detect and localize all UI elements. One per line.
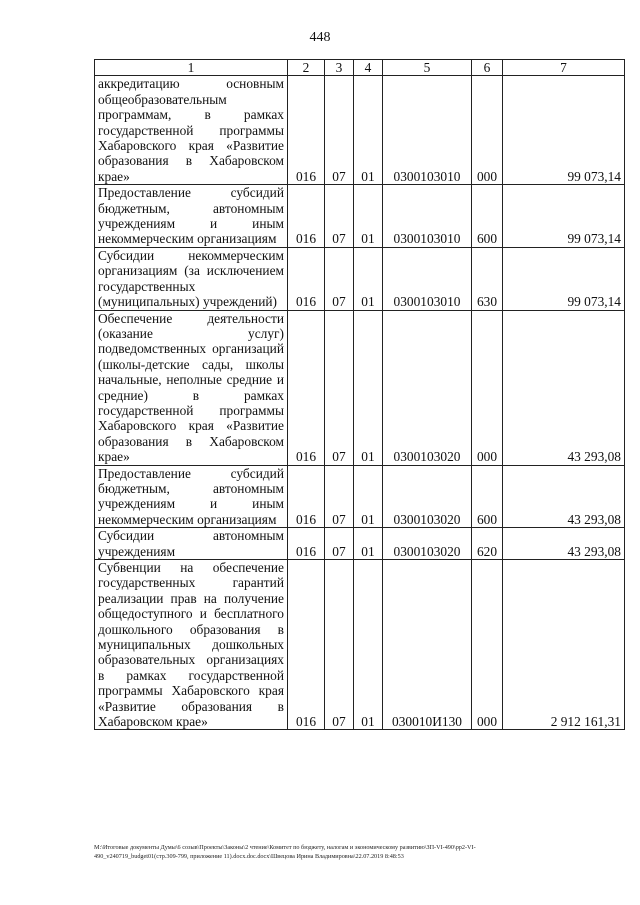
section-code: 07: [325, 185, 354, 248]
subsection-code: 01: [354, 310, 383, 465]
table-row: [95, 465, 625, 528]
section-code: 07: [325, 465, 354, 528]
expense-type-code: 600: [472, 465, 503, 528]
section-code: 07: [325, 247, 354, 310]
budget-table: [94, 59, 625, 730]
target-article-code: 0300103020: [383, 465, 472, 528]
table-row: [95, 528, 625, 560]
subsection-code: 01: [354, 560, 383, 730]
column-header: 5: [383, 60, 472, 76]
section-code: 07: [325, 560, 354, 730]
ministry-code: 016: [288, 76, 325, 185]
expense-type-code: 600: [472, 185, 503, 248]
table-row: [95, 185, 625, 248]
row-name: аккредитацию основным общеобразовательным программам, в рамках государственной программы Хабаровского края «Развитие образования в Хабаровском крае»: [95, 76, 288, 185]
table-row: [95, 560, 625, 730]
expense-type-code: 620: [472, 528, 503, 560]
expense-type-code: 630: [472, 247, 503, 310]
file-path-line: 490_v240719_budget01(стр.309-799, приложение 11).docx.doc.docx\Швецова Ирина Владимировна\22.07.2019 8:48:53: [94, 853, 404, 860]
row-name: Субвенции на обеспечение государственных гарантий реализации прав на получение общедоступного и бесплатного дошкольного образования в муниципальных дошкольных образовательных организациях в рамках государственной программы Хабаровского края «Развитие образования в Хабаровском крае»: [95, 560, 288, 730]
file-path-line: М:\Итоговые документы Думы\6 созыв\Проекты\Законы\2 чтение\Комитет по бюджету, налогам и экономическому развитию\ЗП-VI-490\рр2-VI-: [94, 844, 476, 851]
ministry-code: 016: [288, 465, 325, 528]
amount: 43 293,08: [503, 528, 625, 560]
row-name: Субсидии автономным учреждениям: [95, 528, 288, 560]
expense-type-code: 000: [472, 560, 503, 730]
subsection-code: 01: [354, 76, 383, 185]
table-row: [95, 76, 625, 185]
expense-type-code: 000: [472, 76, 503, 185]
amount: 99 073,14: [503, 247, 625, 310]
row-name: Предоставление субсидий бюджетным, автономным учреждениям и иным некоммерческим организациям: [95, 185, 288, 248]
table-header-row: [95, 60, 625, 76]
subsection-code: 01: [354, 465, 383, 528]
amount: 43 293,08: [503, 310, 625, 465]
subsection-code: 01: [354, 185, 383, 248]
target-article-code: 0300103010: [383, 185, 472, 248]
row-name: Субсидии некоммерческим организациям (за исключением государственных (муниципальных) учреждений): [95, 247, 288, 310]
section-code: 07: [325, 528, 354, 560]
scan-header-artifact: [275, 0, 605, 3]
subsection-code: 01: [354, 528, 383, 560]
amount: 99 073,14: [503, 76, 625, 185]
column-header: 2: [288, 60, 325, 76]
row-name: Обеспечение деятельности (оказание услуг) подведомственных организаций (школы-детские сады, школы начальные, неполные средние и средние) в рамках государственной программы Хабаровского края «Развитие образования в Хабаровском крае»: [95, 310, 288, 465]
section-code: 07: [325, 76, 354, 185]
section-code: 07: [325, 310, 354, 465]
amount: 2 912 161,31: [503, 560, 625, 730]
table-row: [95, 247, 625, 310]
ministry-code: 016: [288, 185, 325, 248]
document-footer: [94, 843, 634, 861]
ministry-code: 016: [288, 247, 325, 310]
target-article-code: 0300103010: [383, 76, 472, 185]
row-name: Предоставление субсидий бюджетным, автономным учреждениям и иным некоммерческим организациям: [95, 465, 288, 528]
ministry-code: 016: [288, 528, 325, 560]
target-article-code: 0300103010: [383, 247, 472, 310]
column-header: 6: [472, 60, 503, 76]
column-header: 1: [95, 60, 288, 76]
table-row: [95, 310, 625, 465]
amount: 99 073,14: [503, 185, 625, 248]
page-number: 448: [309, 30, 331, 45]
amount: 43 293,08: [503, 465, 625, 528]
column-header: 3: [325, 60, 354, 76]
ministry-code: 016: [288, 560, 325, 730]
target-article-code: 0300103020: [383, 310, 472, 465]
ministry-code: 016: [288, 310, 325, 465]
column-header: 7: [503, 60, 625, 76]
expense-type-code: 000: [472, 310, 503, 465]
target-article-code: 0300103020: [383, 528, 472, 560]
target-article-code: 030010И130: [383, 560, 472, 730]
column-header: 4: [354, 60, 383, 76]
subsection-code: 01: [354, 247, 383, 310]
